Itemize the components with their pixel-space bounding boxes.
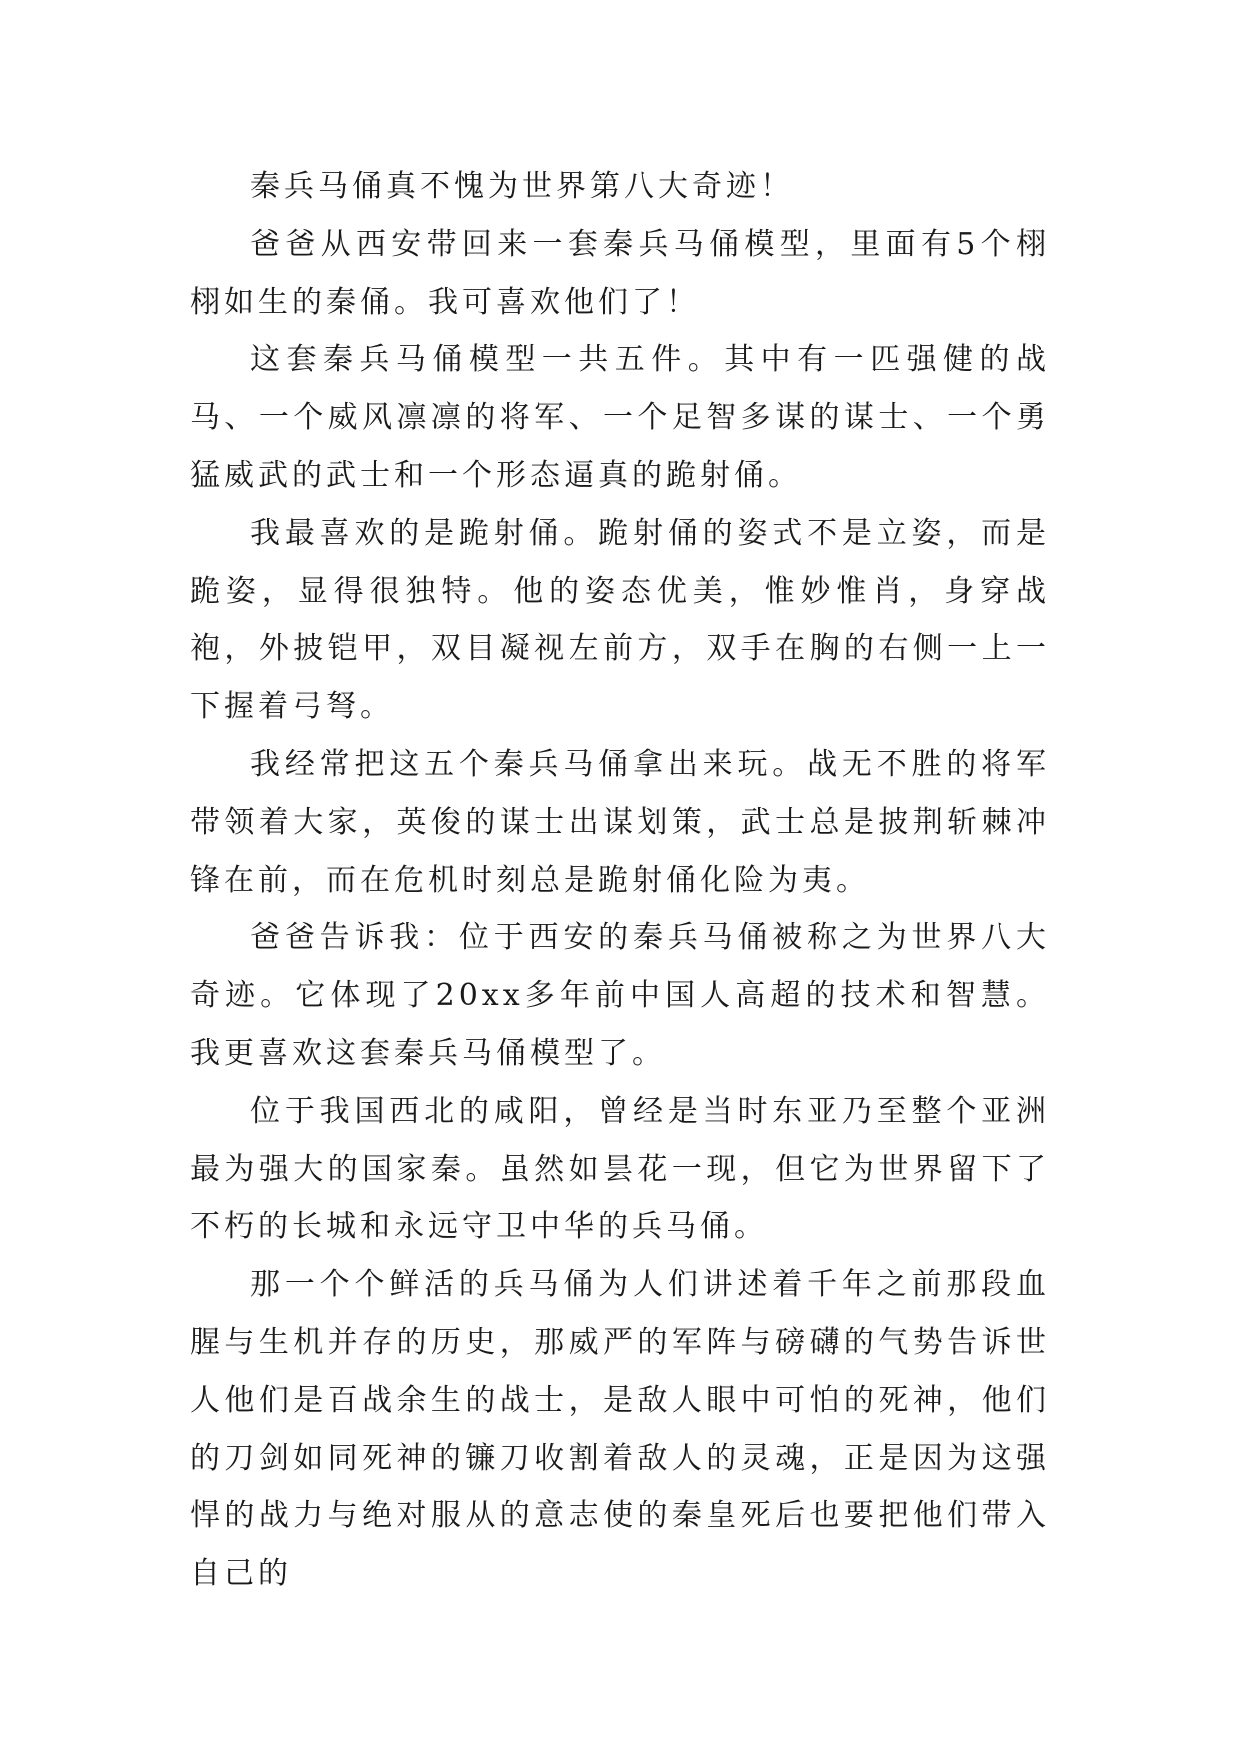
paragraph: 爸爸从西安带回来一套秦兵马俑模型，里面有5个栩栩如生的秦俑。我可喜欢他们了！ bbox=[190, 226, 1050, 320]
paragraph: 爸爸告诉我：位于西安的秦兵马俑被称之为世界八大奇迹。它体现了20xx多年前中国人高超的技术和智慧。我更喜欢这套秦兵马俑模型了。 bbox=[190, 920, 1050, 1071]
paragraph: 秦兵马俑真不愧为世界第八大奇迹！ bbox=[250, 169, 794, 204]
paragraph: 这套秦兵马俑模型一共五件。其中有一匹强健的战马、一个威风凛凛的将军、一个足智多谋的谋士、一个勇猛威武的武士和一个形态逼真的跪射俑。 bbox=[190, 342, 1050, 493]
paragraph: 那一个个鲜活的兵马俑为人们讲述着千年之前那段血腥与生机并存的历史，那威严的军阵与磅礴的气势告诉世人他们是百战余生的战士，是敌人眼中可怕的死神，他们的刀剑如同死神的镰刀收割着敌人的灵魂，正是因为这强悍的战力与绝对服从的意志使的秦皇死后也要把他们带入自己的 bbox=[190, 1267, 1050, 1592]
document-body bbox=[190, 158, 1050, 1603]
paragraph: 我最喜欢的是跪射俑。跪射俑的姿式不是立姿，而是跪姿，显得很独特。他的姿态优美，惟妙惟肖，身穿战袍，外披铠甲，双目凝视左前方，双手在胸的右侧一上一下握着弓弩。 bbox=[190, 515, 1050, 725]
paragraph: 我经常把这五个秦兵马俑拿出来玩。战无不胜的将军带领着大家，英俊的谋士出谋划策，武士总是披荆斩棘冲锋在前，而在危机时刻总是跪射俑化险为夷。 bbox=[190, 746, 1050, 898]
paragraph: 位于我国西北的咸阳，曾经是当时东亚乃至整个亚洲最为强大的国家秦。虽然如昙花一现，但它为世界留下了不朽的长城和永远守卫中华的兵马俑。 bbox=[190, 1093, 1050, 1245]
